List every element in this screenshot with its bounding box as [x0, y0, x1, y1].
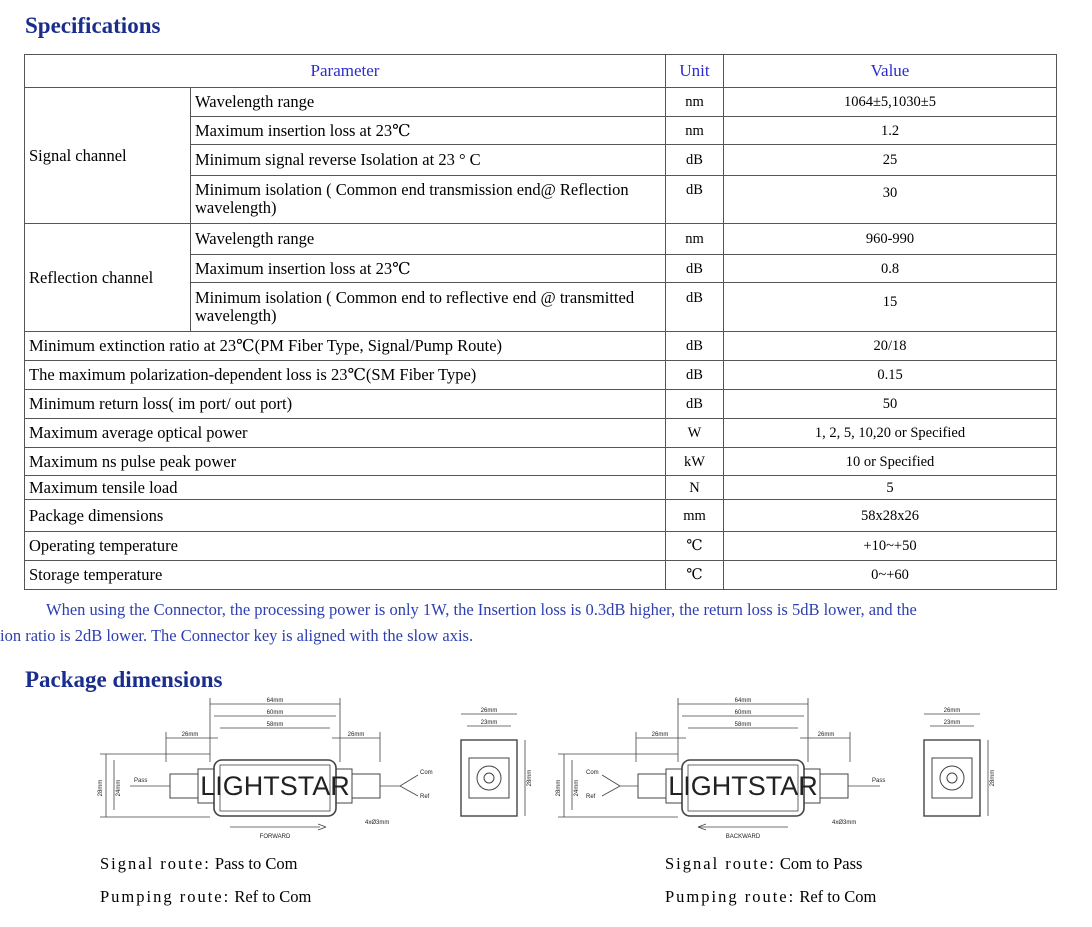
- unit-cell: dB: [666, 332, 724, 361]
- dim-label: 28mm: [990, 769, 996, 787]
- table-header-row: [25, 55, 1057, 88]
- value-cell: 50: [724, 390, 1057, 419]
- value-cell: 1, 2, 5, 10,20 or Specified: [724, 419, 1057, 448]
- table-row: [25, 448, 1057, 476]
- forward-package-drawing: [90, 692, 450, 842]
- param-cell: Maximum ns pulse peak power: [25, 448, 666, 476]
- header-value: Value: [724, 55, 1057, 88]
- hole-label: 4xØ3mm: [832, 820, 857, 826]
- hole-label: 4xØ3mm: [365, 820, 390, 826]
- signal-channel-label: Signal channel: [25, 88, 191, 224]
- table-row: [25, 88, 1057, 117]
- dim-label: 26mm: [817, 732, 835, 738]
- dim-label: 26mm: [347, 732, 365, 738]
- forward-side-view: [455, 700, 535, 825]
- com-port-label: Com: [420, 770, 433, 776]
- dim-label: 26mm: [181, 732, 199, 738]
- unit-cell: dB: [666, 145, 724, 176]
- unit-cell: mm: [666, 500, 724, 532]
- package-dimensions-heading: Package dimensions: [25, 667, 223, 692]
- value-cell: 0.8: [724, 255, 1057, 283]
- unit-cell: dB: [666, 390, 724, 419]
- route-label: Signal route:: [100, 854, 211, 873]
- direction-label: BACKWARD: [725, 834, 761, 840]
- table-row: [25, 500, 1057, 532]
- unit-cell: nm: [666, 117, 724, 145]
- table-row: [25, 532, 1057, 561]
- param-cell: Operating temperature: [25, 532, 666, 561]
- direction-label: FORWARD: [259, 834, 291, 840]
- dim-label: 24mm: [574, 779, 580, 797]
- unit-cell: ℃: [666, 532, 724, 561]
- value-cell: 58x28x26: [724, 500, 1057, 532]
- dim-label: 60mm: [734, 710, 752, 716]
- unit-cell: dB: [666, 255, 724, 283]
- unit-cell: dB: [666, 361, 724, 390]
- pass-port-label: Pass: [134, 778, 148, 784]
- value-cell: 20/18: [724, 332, 1057, 361]
- connector-note-line-1: When using the Connector, the processing power is only 1W, the Insertion loss is 0.3dB higher, the return loss is 5dB lower, and the: [46, 600, 917, 619]
- route-label: Signal route:: [665, 854, 776, 873]
- left-pump-route: [100, 887, 311, 907]
- dim-label: 58mm: [266, 722, 284, 728]
- table-row: [25, 361, 1057, 390]
- value-cell: 15: [724, 283, 1057, 332]
- param-cell: The maximum polarization-dependent loss is 23℃(SM Fiber Type): [25, 361, 666, 390]
- brand-label: LIGHTSTAR: [200, 771, 350, 801]
- param-cell: Maximum average optical power: [25, 419, 666, 448]
- value-cell: 1.2: [724, 117, 1057, 145]
- brand-label: LIGHTSTAR: [668, 771, 818, 801]
- unit-cell: kW: [666, 448, 724, 476]
- dim-label: 64mm: [734, 698, 752, 704]
- value-cell: +10~+50: [724, 532, 1057, 561]
- value-cell: 0~+60: [724, 561, 1057, 590]
- dim-label: 58mm: [734, 722, 752, 728]
- unit-cell: dB: [666, 176, 724, 224]
- param-cell: Package dimensions: [25, 500, 666, 532]
- param-cell: Maximum tensile load: [25, 476, 666, 500]
- dim-label: 24mm: [116, 779, 122, 797]
- value-cell: 10 or Specified: [724, 448, 1057, 476]
- dim-label: 60mm: [266, 710, 284, 716]
- param-cell: Minimum signal reverse Isolation at 23 ° C: [191, 145, 666, 176]
- table-row: [25, 390, 1057, 419]
- unit-cell: nm: [666, 88, 724, 117]
- param-cell: Maximum insertion loss at 23℃: [191, 255, 666, 283]
- value-cell: 1064±5,1030±5: [724, 88, 1057, 117]
- dim-label: 64mm: [266, 698, 284, 704]
- right-signal-route: [665, 854, 862, 874]
- dim-label: 26mm: [480, 708, 498, 714]
- reflection-channel-label: Reflection channel: [25, 224, 191, 332]
- table-row: [25, 332, 1057, 361]
- dim-label: 26mm: [943, 708, 961, 714]
- param-cell: Minimum isolation ( Common end to reflective end @ transmitted wavelength): [191, 283, 666, 332]
- dim-label: 28mm: [98, 779, 104, 797]
- right-pump-route: [665, 887, 876, 907]
- header-parameter: Parameter: [25, 55, 666, 88]
- route-label: Pumping route:: [100, 887, 231, 906]
- dim-label: 23mm: [943, 720, 961, 726]
- unit-cell: N: [666, 476, 724, 500]
- table-row: [25, 419, 1057, 448]
- table-row: [25, 476, 1057, 500]
- value-cell: 5: [724, 476, 1057, 500]
- table-row: [25, 224, 1057, 255]
- pass-port-label: Pass: [872, 778, 886, 784]
- backward-package-drawing: [550, 692, 910, 842]
- com-port-label: Com: [586, 770, 599, 776]
- route-value: Com to Pass: [779, 854, 863, 873]
- header-unit: Unit: [666, 55, 724, 88]
- route-value: Ref to Com: [799, 887, 877, 906]
- specifications-heading: Specifications: [25, 13, 161, 38]
- unit-cell: W: [666, 419, 724, 448]
- ref-port-label: Ref: [420, 794, 430, 800]
- unit-cell: dB: [666, 283, 724, 332]
- param-cell: Minimum return loss( im port/ out port): [25, 390, 666, 419]
- route-value: Pass to Com: [214, 854, 298, 873]
- param-cell: Wavelength range: [191, 88, 666, 117]
- ref-port-label: Ref: [586, 794, 596, 800]
- dim-label: 23mm: [480, 720, 498, 726]
- param-cell: Storage temperature: [25, 561, 666, 590]
- specifications-table: [24, 54, 1057, 590]
- dim-label: 28mm: [527, 769, 533, 787]
- connector-note-line-2: ion ratio is 2dB lower. The Connector key is aligned with the slow axis.: [0, 626, 474, 645]
- unit-cell: ℃: [666, 561, 724, 590]
- left-signal-route: [100, 854, 297, 874]
- param-cell: Maximum insertion loss at 23℃: [191, 117, 666, 145]
- route-label: Pumping route:: [665, 887, 796, 906]
- param-cell: Minimum extinction ratio at 23℃(PM Fiber Type, Signal/Pump Route): [25, 332, 666, 361]
- value-cell: 0.15: [724, 361, 1057, 390]
- value-cell: 25: [724, 145, 1057, 176]
- param-cell: Wavelength range: [191, 224, 666, 255]
- table-row: [25, 561, 1057, 590]
- value-cell: 960-990: [724, 224, 1057, 255]
- route-value: Ref to Com: [234, 887, 312, 906]
- value-cell: 30: [724, 176, 1057, 224]
- param-cell: Minimum isolation ( Common end transmission end@ Reflection wavelength): [191, 176, 666, 224]
- unit-cell: nm: [666, 224, 724, 255]
- backward-side-view: [918, 700, 998, 825]
- dim-label: 26mm: [651, 732, 669, 738]
- dim-label: 28mm: [556, 779, 562, 797]
